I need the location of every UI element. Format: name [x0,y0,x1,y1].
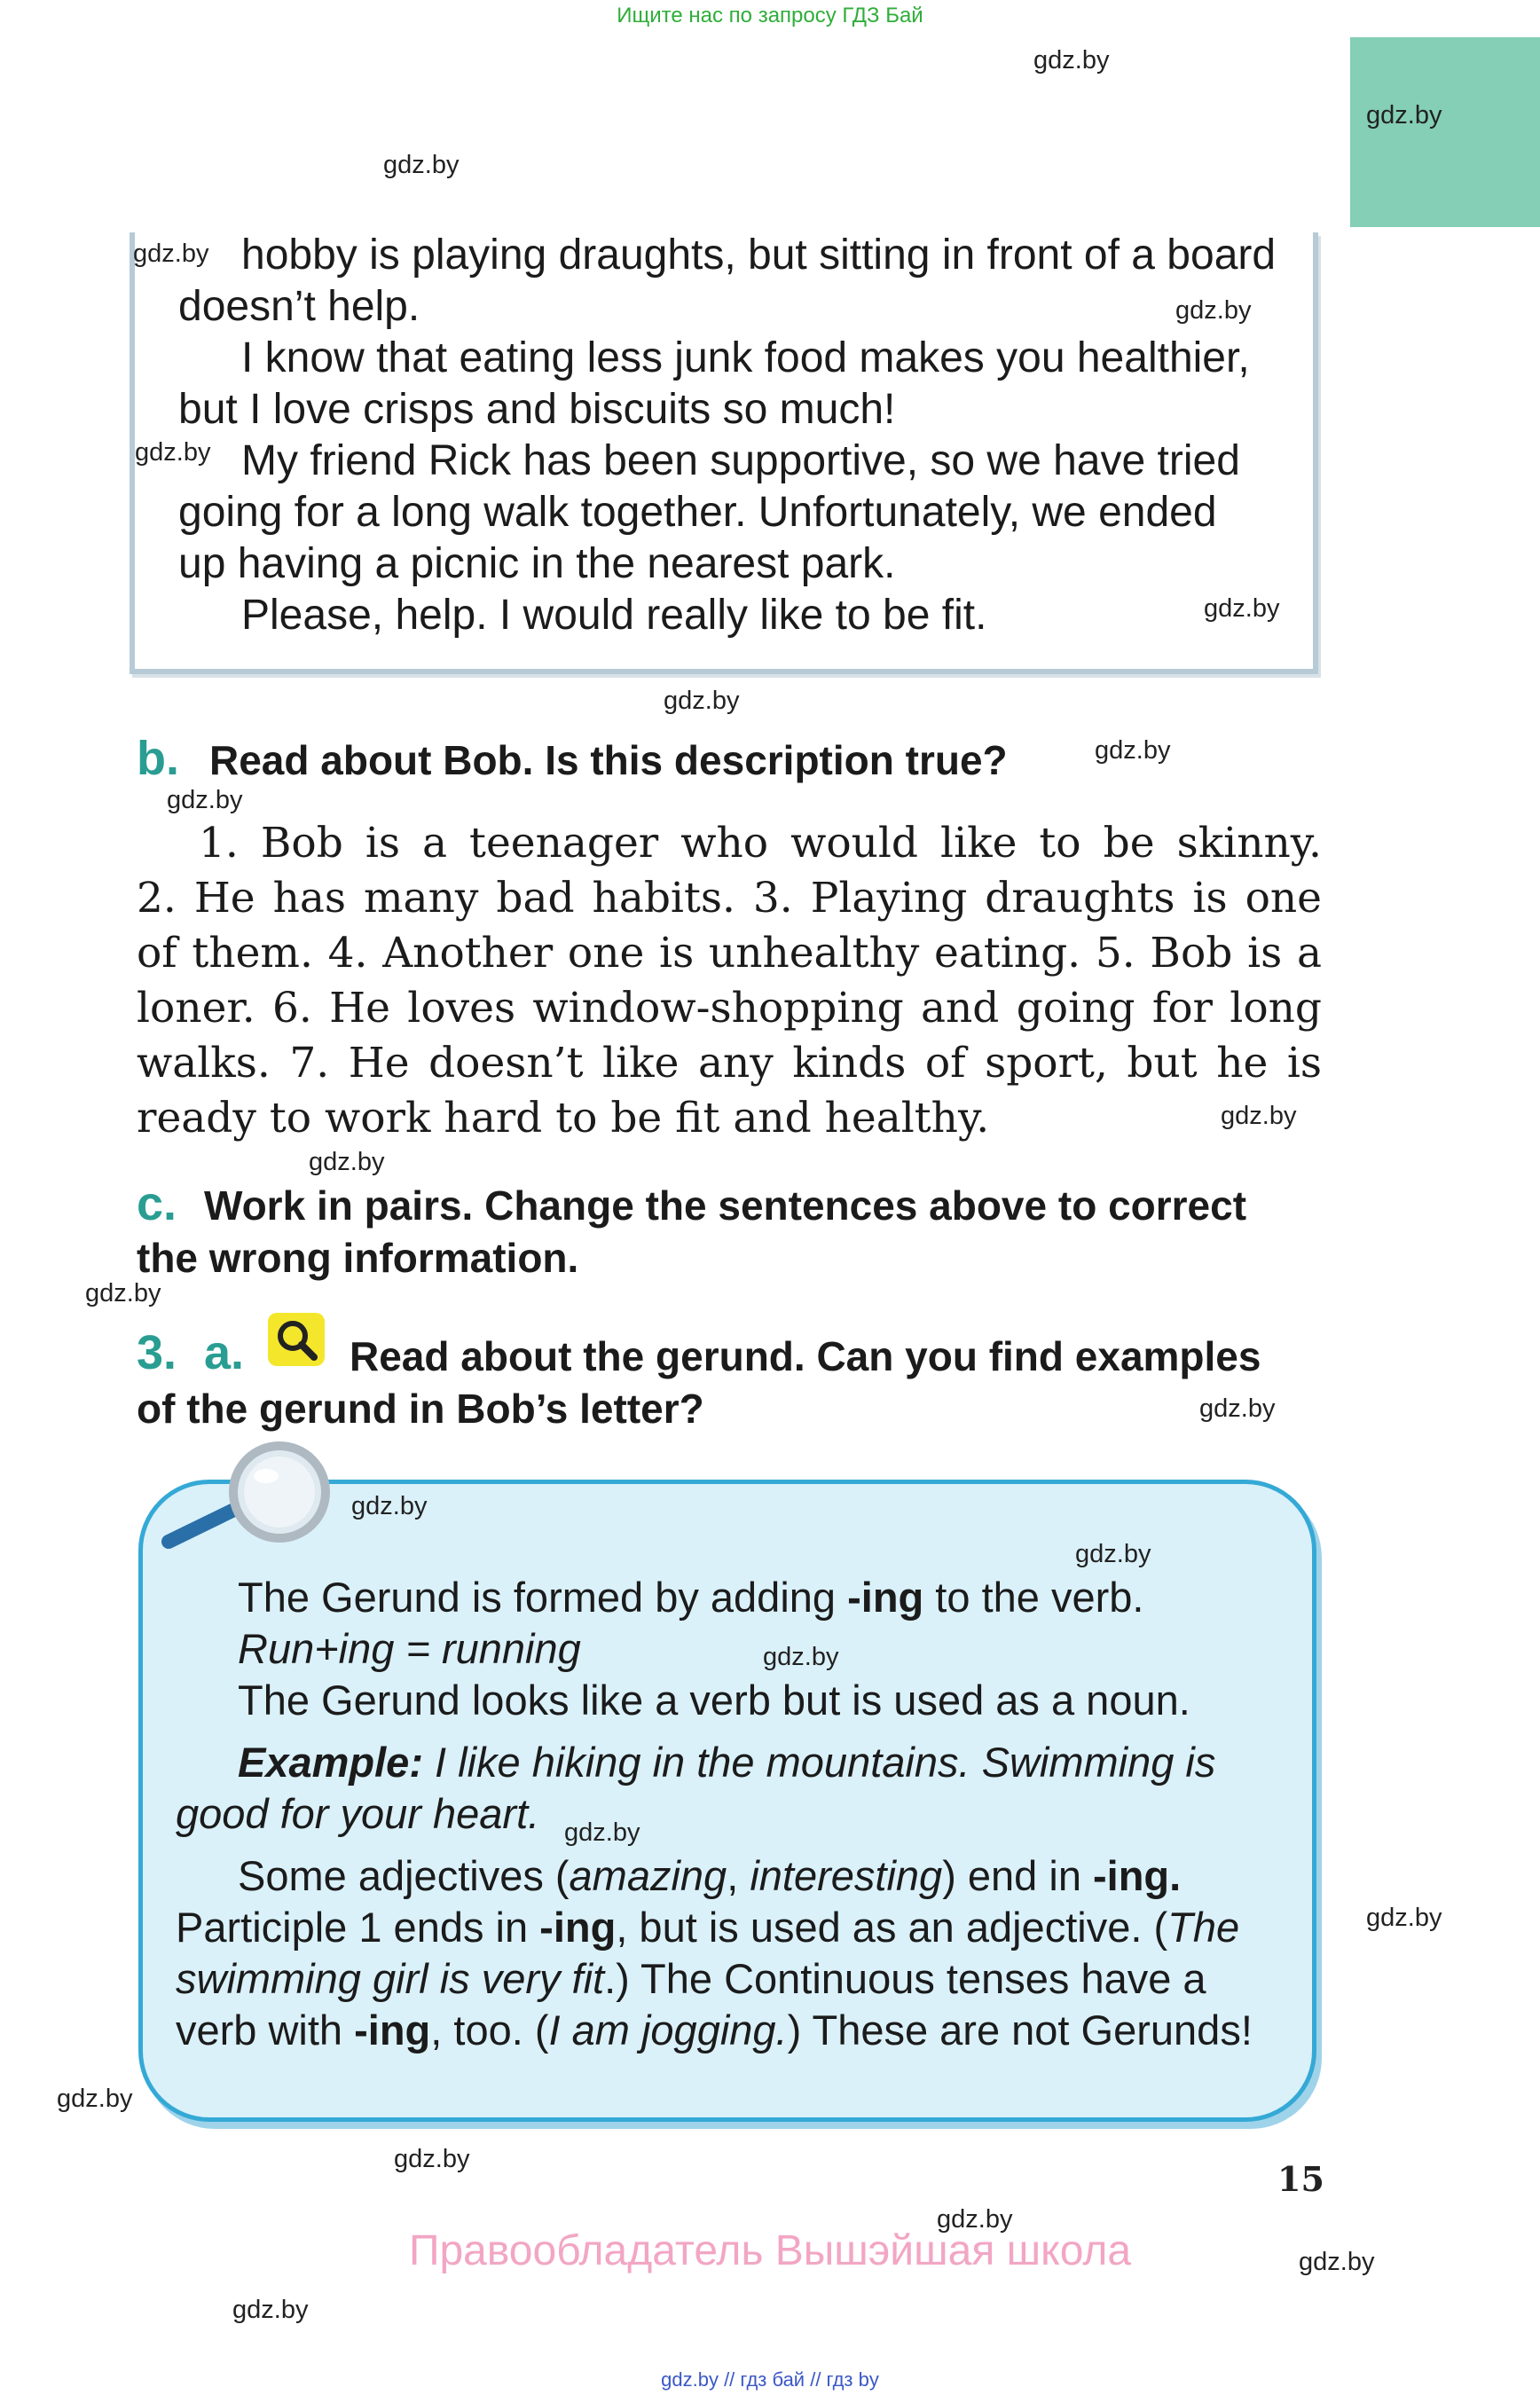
watermark: gdz.by [309,1148,385,1176]
description-line: 2. He has many bad habits. 3. Playing draughts is one [137,874,1322,923]
description-line: 1. Bob is a teenager who would like to be skinny. [199,819,1322,868]
description-line: of them. 4. Another one is unhealthy eating. 5. Bob is a [137,929,1322,978]
rule-example-label: Example: [238,1739,423,1786]
copyright: Правообладатель Вышэйшая школа [408,2227,1132,2274]
watermark: gdz.by [351,1492,428,1520]
rule-line [176,2005,1253,2056]
letter-line: My friend Rick has been supportive, so we have tried [241,437,1240,484]
rule-line [238,1850,1181,1902]
watermark: gdz.by [1366,1904,1442,1932]
section-c-letter [137,1178,177,1229]
loupe-icon [160,1437,337,1552]
rule-emphasis: -ing. [1093,1852,1182,1899]
letter-line: Please, help. I would really like to be fit. [241,592,987,639]
bob-description [137,816,1322,1146]
section-b-letter [137,733,179,784]
rule-example: I am jogging. [548,2006,788,2054]
watermark: gdz.by [135,438,211,467]
watermark: gdz.by [57,2085,133,2113]
watermark: gdz.by [564,1818,640,1847]
letter-line: hobby is playing draughts, but sitting in front of a board [241,232,1277,279]
watermark: gdz.by [85,1279,161,1308]
watermark: gdz.by [937,2205,1013,2234]
section-b-instruction: Read about Bob. Is this description true? [209,737,1008,783]
rule-line [238,1572,1143,1623]
watermark: gdz.by [1204,594,1280,623]
rule-line: The Gerund looks like a verb but is used as a noun. [238,1677,1190,1724]
section-letter: c. [137,1177,177,1230]
exercise-number-label: 3. [137,1326,177,1379]
rule-example: interesting [750,1852,943,1899]
rule-line [176,1953,1206,2005]
letter-line: up having a picnic in the nearest park. [178,540,896,587]
watermark: gdz.by [1366,101,1442,130]
section-letter: a. [204,1326,245,1379]
rule-text: The Gerund is formed by adding [238,1574,848,1621]
letter-line: going for a long walk together. Unfortunately, we ended [178,489,1217,536]
description-line: loner. 6. He loves window-shopping and going for long [137,984,1322,1033]
rule-text: verb with [176,2006,355,2054]
corner-tab [1350,37,1540,227]
rule-example: The [1167,1904,1240,1951]
letter-line: doesn’t help. [178,283,420,330]
watermark: gdz.by [232,2296,309,2324]
rule-text: , but is used as an adjective. ( [616,1904,1168,1951]
rule-text: , [727,1852,750,1899]
rule-emphasis: -ing [354,2006,431,2054]
rule-line [238,1737,1215,1788]
watermark: gdz.by [664,687,740,715]
rule-text: Some adjectives ( [238,1852,570,1899]
rule-example: I like hiking in the mountains. Swimming is [422,1739,1216,1786]
watermark: gdz.by [1175,296,1252,325]
rule-text: ) end in [942,1852,1094,1899]
page-number: 15 [1277,2159,1324,2199]
section-3a-line: Read about the gerund. Can you find examples [350,1333,1261,1379]
description-line: ready to work hard to be fit and healthy. [137,1094,990,1143]
section-letter: b. [137,732,179,785]
rule-line [176,1788,539,1840]
footer-links[interactable]: gdz.by // гдз бай // гдз by [661,2368,879,2391]
watermark: gdz.by [1075,1540,1151,1568]
description-line: walks. 7. He doesn’t like any kinds of sport, but he is [137,1039,1322,1088]
rule-text: ) These are not Gerunds! [787,2006,1253,2054]
watermark: gdz.by [383,151,460,179]
letter-line: I know that eating less junk food makes you healthier, [241,334,1250,381]
magnifier-icon [268,1313,325,1366]
watermark: gdz.by [1033,46,1110,75]
section-3a-line: of the gerund in Bob’s letter? [137,1386,704,1432]
rule-text: Participle 1 ends in [176,1904,540,1951]
rule-text: to the verb. [923,1574,1144,1621]
section-c-line: the wrong information. [137,1235,579,1281]
rule-text: .) The Continuous tenses have a [604,1955,1206,2002]
exercise-letter [204,1327,244,1378]
watermark: gdz.by [1221,1102,1297,1130]
watermark: gdz.by [1299,2248,1375,2276]
watermark: gdz.by [167,786,243,814]
rule-line [176,1902,1239,1953]
rule-line [238,1623,581,1675]
watermark: gdz.by [1095,736,1171,765]
watermark: gdz.by [394,2145,470,2173]
rule-text: , too. ( [430,2006,549,2054]
watermark: gdz.by [1199,1394,1276,1423]
watermark: gdz.by [133,240,209,268]
rule-emphasis: -ing [539,1904,617,1951]
letter-line: but I love crisps and biscuits so much! [178,386,896,433]
top-banner: Ищите нас по запросу ГДЗ Бай [617,4,923,27]
section-c-line: Work in pairs. Change the sentences above to correct [204,1182,1247,1229]
rule-example: good for your heart. [176,1790,540,1837]
exercise-number [137,1327,177,1378]
watermark: gdz.by [763,1643,839,1671]
rule-example: Run+ing = running [238,1625,581,1672]
rule-example: swimming girl is very fit [176,1955,605,2002]
rule-emphasis: -ing [847,1574,924,1621]
rule-example: amazing [569,1852,727,1899]
